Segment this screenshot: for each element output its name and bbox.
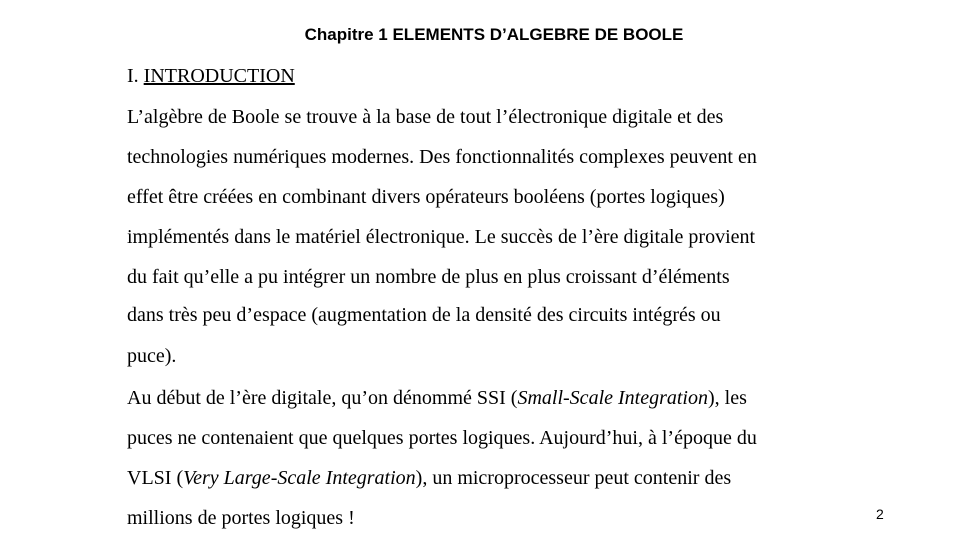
vlsi-term: Very Large-Scale Integration <box>183 467 416 489</box>
para2-line-1-start: Au début de l’ère digitale, qu’on dénommé SSI ( <box>127 387 518 409</box>
para2-line-1 <box>127 386 747 410</box>
body-line-4: implémentés dans le matériel électronique. Le succès de l’ère digitale provient <box>127 226 756 248</box>
section-heading-text: INTRODUCTION <box>143 65 295 87</box>
body-line-6: dans très peu d’espace (augmentation de la densité des circuits intégrés ou <box>127 304 721 326</box>
body-line-2: technologies numériques modernes. Des fonctionnalités complexes peuvent en <box>127 146 757 168</box>
chapter-title: Chapitre 1 ELEMENTS D’ALGEBRE DE BOOLE <box>304 25 684 44</box>
body-line-3: effet être créées en combinant divers opérateurs booléens (portes logiques) <box>127 186 725 208</box>
para2-line-2: puces ne contenaient que quelques portes logiques. Aujourd’hui, à l’époque du <box>127 427 757 449</box>
page-number: 2 <box>876 506 884 522</box>
section-number: I. <box>127 65 144 87</box>
section-heading <box>127 64 295 88</box>
body-line-7: puce). <box>127 345 177 367</box>
para2-line-3-start: VLSI ( <box>127 467 184 489</box>
body-line-5: du fait qu’elle a pu intégrer un nombre de plus en plus croissant d’éléments <box>127 266 730 288</box>
ssi-term: Small-Scale Integration <box>517 387 708 409</box>
para2-line-3 <box>127 466 731 490</box>
body-line-1: L’algèbre de Boole se trouve à la base de tout l’électronique digitale et des <box>127 106 724 128</box>
para2-line-1-end: ), les <box>708 387 747 409</box>
para2-line-3-end: ), un microprocesseur peut contenir des <box>415 467 732 489</box>
para2-line-4: millions de portes logiques ! <box>127 507 355 529</box>
